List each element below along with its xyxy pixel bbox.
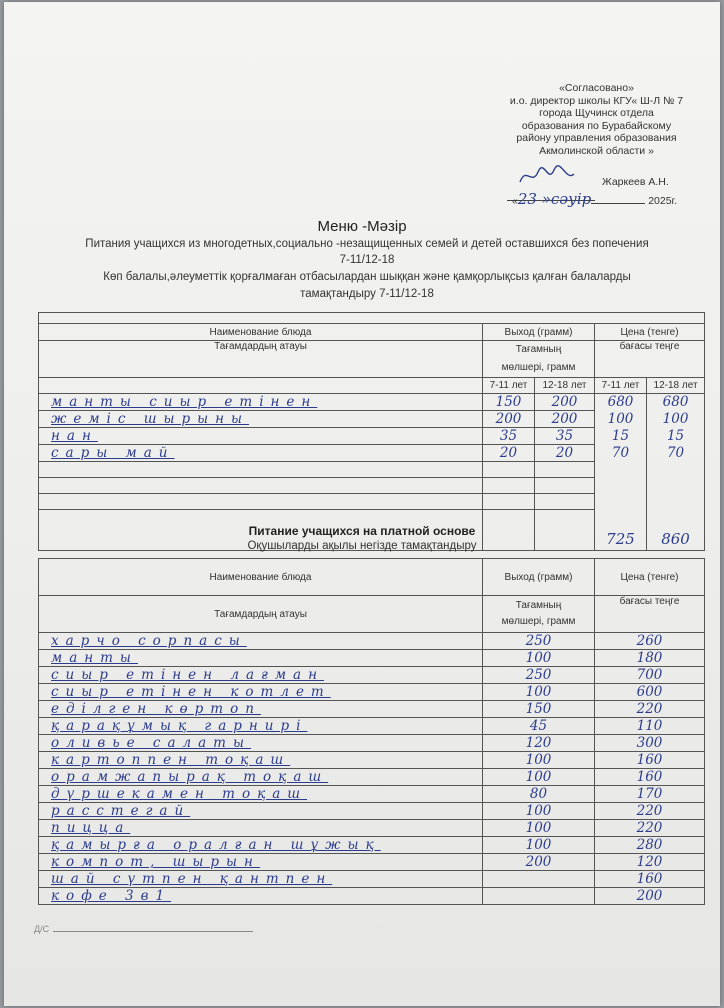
age-header: 7-11 лет bbox=[483, 378, 535, 394]
dish-name: компот, шырын bbox=[39, 854, 483, 871]
total-7-11: 725 bbox=[595, 462, 647, 551]
signer-name: Жаркеев А.Н. bbox=[602, 176, 669, 188]
approval-line: города Щучинск отдела bbox=[539, 107, 654, 119]
dish-name: қарақұмық гарнирі bbox=[39, 718, 483, 735]
price-7-11: 70 bbox=[595, 445, 647, 462]
dish-name: қамырға оралған шұжық bbox=[39, 837, 483, 854]
table-row bbox=[39, 752, 705, 769]
table-row bbox=[39, 803, 705, 820]
output-7-11: 150 bbox=[483, 394, 535, 411]
header-name-ru: Наименование блюда bbox=[39, 559, 483, 596]
table-row bbox=[39, 786, 705, 803]
header-name-ru: Наименование блюда bbox=[39, 324, 483, 341]
table-row bbox=[39, 701, 705, 718]
output-7-11 bbox=[483, 462, 535, 478]
dish-output: 100 bbox=[483, 650, 595, 667]
table-row bbox=[39, 769, 705, 786]
header-name-kz: Тағамдардың атауы bbox=[39, 596, 483, 633]
dish-output: 100 bbox=[483, 803, 595, 820]
subtitle-kz-2: тамақтандыру 7-11/12-18 bbox=[300, 288, 434, 300]
table-row bbox=[39, 411, 705, 428]
menu-document bbox=[4, 2, 720, 1006]
header-price-kz: бағасы теңге bbox=[595, 596, 705, 633]
table-row bbox=[39, 718, 705, 735]
output-12-18: 200 bbox=[535, 394, 595, 411]
dish-output: 100 bbox=[483, 752, 595, 769]
age-header: 12-18 лет bbox=[647, 378, 705, 394]
dish-price: 220 bbox=[595, 820, 705, 837]
output-7-11: 35 bbox=[483, 428, 535, 445]
output-7-11: 200 bbox=[483, 411, 535, 428]
table-row bbox=[39, 462, 705, 478]
price-12-18: 680 bbox=[647, 394, 705, 411]
dish-name: манты сиыр етінен bbox=[39, 394, 483, 411]
dish-name: сары май bbox=[39, 445, 483, 462]
table-row bbox=[39, 633, 705, 650]
subtitle-ru-date: 7-11/12-18 bbox=[339, 254, 395, 266]
output-12-18: 200 bbox=[535, 411, 595, 428]
section2-title: Питание учащихся на платной основе bbox=[248, 524, 476, 538]
table-row bbox=[39, 837, 705, 854]
footer-line bbox=[53, 931, 253, 932]
table-row bbox=[39, 684, 705, 701]
dish-name bbox=[39, 478, 483, 494]
dish-output: 200 bbox=[483, 854, 595, 871]
price-7-11: 15 bbox=[595, 428, 647, 445]
price-12-18: 70 bbox=[647, 445, 705, 462]
dish-name: шай сүтпен қантпен bbox=[39, 871, 483, 888]
date-year: 2025г. bbox=[648, 195, 678, 207]
dish-price: 170 bbox=[595, 786, 705, 803]
dish-name: кофе 3в1 bbox=[39, 888, 483, 905]
dish-name: манты bbox=[39, 650, 483, 667]
output-12-18 bbox=[535, 494, 595, 510]
dish-output: 150 bbox=[483, 701, 595, 718]
total-12-18: 860 bbox=[647, 462, 705, 551]
dish-price: 220 bbox=[595, 803, 705, 820]
header-output-ru: Выход (грамм) bbox=[483, 559, 595, 596]
dish-output: 100 bbox=[483, 769, 595, 786]
date-fill-line bbox=[591, 203, 645, 204]
dish-name: сиыр етінен котлет bbox=[39, 684, 483, 701]
table-row bbox=[39, 820, 705, 837]
dish-name: сиыр етінен лағман bbox=[39, 667, 483, 684]
approval-block bbox=[474, 82, 719, 157]
header-price-ru: Цена (тенге) bbox=[595, 559, 705, 596]
price-7-11: 680 bbox=[595, 394, 647, 411]
age-header: 7-11 лет bbox=[595, 378, 647, 394]
dish-price: 220 bbox=[595, 701, 705, 718]
table-row bbox=[39, 871, 705, 888]
dish-output: 45 bbox=[483, 718, 595, 735]
dish-price: 600 bbox=[595, 684, 705, 701]
header-output-ru: Выход (грамм) bbox=[483, 324, 595, 341]
dish-name: нан bbox=[39, 428, 483, 445]
output-12-18: 20 bbox=[535, 445, 595, 462]
dish-price: 260 bbox=[595, 633, 705, 650]
header-price-kz: бағасы теңге bbox=[595, 341, 705, 378]
dish-output: 250 bbox=[483, 667, 595, 684]
dish-price: 180 bbox=[595, 650, 705, 667]
dish-price: 280 bbox=[595, 837, 705, 854]
output-12-18 bbox=[535, 478, 595, 494]
dish-name: дүршекамен тоқаш bbox=[39, 786, 483, 803]
date-handwritten: 23 »сәуір bbox=[517, 190, 592, 208]
dish-name: еділген көртоп bbox=[39, 701, 483, 718]
dish-name: пицца bbox=[39, 820, 483, 837]
table-row bbox=[39, 888, 705, 905]
dish-name: картоппен тоқаш bbox=[39, 752, 483, 769]
footer-ds bbox=[34, 924, 253, 934]
name-cell bbox=[39, 378, 483, 394]
dish-name: оливье салаты bbox=[39, 735, 483, 752]
dish-output bbox=[483, 871, 595, 888]
date-quote: « bbox=[512, 195, 518, 207]
approval-line: образования по Бурабайскому bbox=[521, 119, 672, 132]
output-12-18 bbox=[535, 462, 595, 478]
approval-line: Акмолинской области » bbox=[539, 144, 654, 157]
table-row bbox=[39, 854, 705, 871]
price-7-11: 100 bbox=[595, 411, 647, 428]
dish-price: 700 bbox=[595, 667, 705, 684]
dish-output: 100 bbox=[483, 684, 595, 701]
page-title: Меню -Мәзір bbox=[317, 218, 407, 235]
table-row bbox=[39, 394, 705, 411]
table-row bbox=[39, 667, 705, 684]
output-7-11 bbox=[483, 494, 535, 510]
table-row bbox=[39, 735, 705, 752]
approval-date bbox=[512, 190, 677, 208]
dish-output: 80 bbox=[483, 786, 595, 803]
dish-name bbox=[39, 462, 483, 478]
dish-output: 120 bbox=[483, 735, 595, 752]
dish-output: 100 bbox=[483, 837, 595, 854]
footer-label: Д/С bbox=[34, 924, 50, 934]
free-meal-table bbox=[38, 312, 705, 551]
approval-line: и.о. директор школы КГУ« Ш-Л № 7 bbox=[509, 94, 684, 107]
output-7-11 bbox=[483, 478, 535, 494]
dish-name: орамжапырақ тоқаш bbox=[39, 769, 483, 786]
age-header: 12-18 лет bbox=[535, 378, 595, 394]
paid-meal-table bbox=[38, 558, 705, 905]
approval-line: «Согласовано» bbox=[559, 82, 634, 94]
table-row bbox=[39, 445, 705, 462]
dish-output bbox=[483, 888, 595, 905]
table-row bbox=[39, 428, 705, 445]
dish-price: 300 bbox=[595, 735, 705, 752]
output-7-11: 20 bbox=[483, 445, 535, 462]
dish-name: харчо сорпасы bbox=[39, 633, 483, 650]
dish-price: 160 bbox=[595, 769, 705, 786]
dish-price: 160 bbox=[595, 871, 705, 888]
subtitle-ru: Питания учащихся из многодетных,социально -незащищенных семей и детей оставшихся без попечения bbox=[85, 238, 649, 250]
dish-price: 200 bbox=[595, 888, 705, 905]
header-output-kz: Тағамның мөлшері, грамм bbox=[483, 341, 595, 378]
dish-price: 110 bbox=[595, 718, 705, 735]
approval-line: району управления образования bbox=[516, 132, 677, 144]
subtitle-kz: Көп балалы,әлеуметтік қорғалмаған отбасылардан шыққан және қамқорлықсыз қалған балаларды bbox=[103, 271, 631, 283]
dish-price: 120 bbox=[595, 854, 705, 871]
dish-name bbox=[39, 494, 483, 510]
price-12-18: 100 bbox=[647, 411, 705, 428]
dish-output: 100 bbox=[483, 820, 595, 837]
dish-price: 160 bbox=[595, 752, 705, 769]
table-top-gap bbox=[39, 313, 705, 324]
output-12-18: 35 bbox=[535, 428, 595, 445]
header-name-kz: Тағамдардың атауы bbox=[39, 341, 483, 378]
table-row bbox=[39, 650, 705, 667]
dish-output: 250 bbox=[483, 633, 595, 650]
header-price-ru: Цена (тенге) bbox=[595, 324, 705, 341]
section2-subtitle: Оқушыларды ақылы негізде тамақтандыру bbox=[247, 540, 477, 552]
dish-name: жеміс шырыны bbox=[39, 411, 483, 428]
dish-name: расстегай bbox=[39, 803, 483, 820]
header-output-kz: Тағамның мөлшері, грамм bbox=[483, 596, 595, 633]
price-12-18: 15 bbox=[647, 428, 705, 445]
